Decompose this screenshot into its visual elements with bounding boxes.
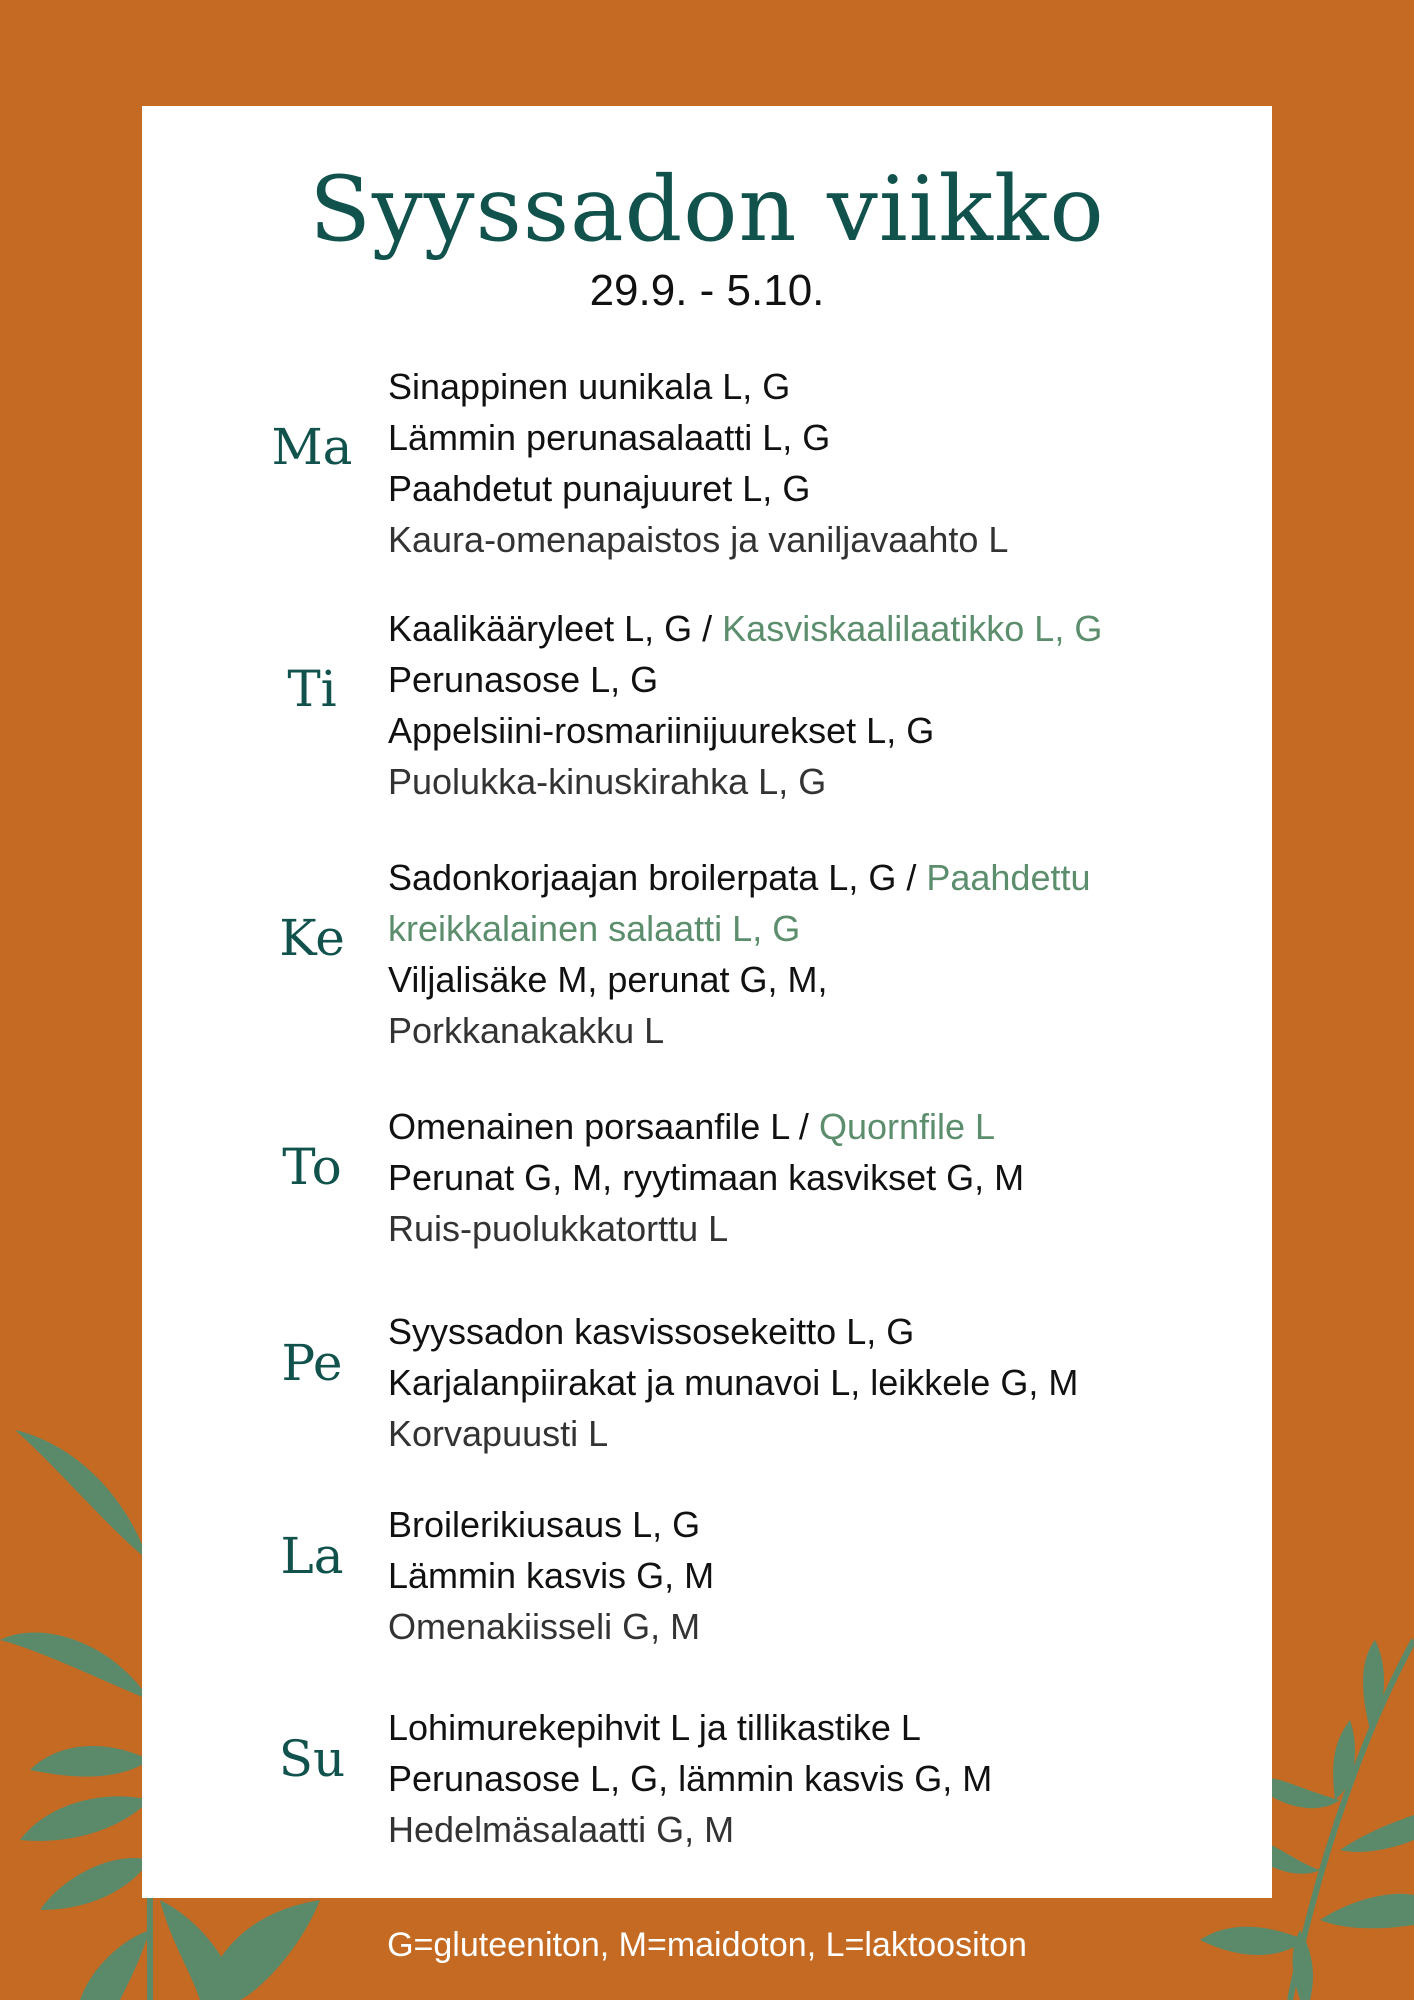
dessert: Omenakiisseli G, M — [388, 1606, 701, 1647]
page-title: Syyssadon viikko — [309, 157, 1105, 262]
dish: Perunasose L, G, lämmin kasvis G, M — [388, 1758, 993, 1799]
dish-list — [388, 1702, 1168, 1855]
dish-list — [388, 1306, 1168, 1459]
dish-list — [388, 852, 1168, 1056]
vegetarian-option: Paahdettu kreikkalainen salaatti L, G — [388, 857, 1091, 949]
dish: Kaalikääryleet L, G / Kasviskaalilaatikko L, G — [388, 608, 1103, 649]
dish: Omenainen porsaanfile L / Quornfile L — [388, 1106, 996, 1147]
dessert: Hedelmäsalaatti G, M — [388, 1809, 735, 1850]
dish: Perunat G, M, ryytimaan kasvikset G, M — [388, 1157, 1025, 1198]
day-label: Pe — [281, 1334, 343, 1392]
dish: Viljalisäke M, perunat G, M, — [388, 959, 828, 1000]
dish-list — [388, 361, 1168, 565]
dish: Broilerikiusaus L, G — [388, 1504, 701, 1545]
day-label: Su — [278, 1730, 346, 1788]
dessert: Porkkanakakku L — [388, 1010, 665, 1051]
vegetarian-option: Kasviskaalilaatikko L, G — [722, 608, 1103, 649]
menu-card — [142, 106, 1272, 1898]
dish: Syyssadon kasvissosekeitto L, G — [388, 1311, 915, 1352]
dish-list — [388, 603, 1168, 807]
date-range: 29.9. - 5.10. — [589, 266, 825, 315]
day-label: To — [282, 1138, 342, 1196]
dish: Appelsiini-rosmariinijuurekset L, G — [388, 710, 935, 751]
dish: Paahdetut punajuuret L, G — [388, 468, 811, 509]
dessert: Korvapuusti L — [388, 1413, 609, 1454]
dish: Karjalanpiirakat ja munavoi L, leikkele G, M — [388, 1362, 1079, 1403]
diet-legend: G=gluteeniton, M=maidoton, L=laktoositon — [387, 1926, 1027, 1964]
dish: Sinappinen uunikala L, G — [388, 366, 791, 407]
dessert: Puolukka-kinuskirahka L, G — [388, 761, 827, 802]
day-label: Ma — [271, 418, 353, 476]
vegetarian-option: Quornfile L — [818, 1106, 996, 1147]
dish: Lämmin kasvis G, M — [388, 1555, 715, 1596]
dish: Lohimurekepihvit L ja tillikastike L — [388, 1707, 921, 1748]
day-label: Ke — [279, 909, 345, 967]
dish-list — [388, 1499, 1168, 1652]
dessert: Kaura-omenapaistos ja vaniljavaahto L — [388, 519, 1009, 560]
day-label: La — [280, 1527, 344, 1585]
day-label: Ti — [287, 660, 337, 718]
dish: Sadonkorjaajan broilerpata L, G / Paahdettu kreikkalainen salaatti L, G — [388, 857, 1091, 949]
dish-list — [388, 1101, 1168, 1254]
dessert: Ruis-puolukkatorttu L — [388, 1208, 729, 1249]
dish: Lämmin perunasalaatti L, G — [388, 417, 831, 458]
dish: Perunasose L, G — [388, 659, 659, 700]
